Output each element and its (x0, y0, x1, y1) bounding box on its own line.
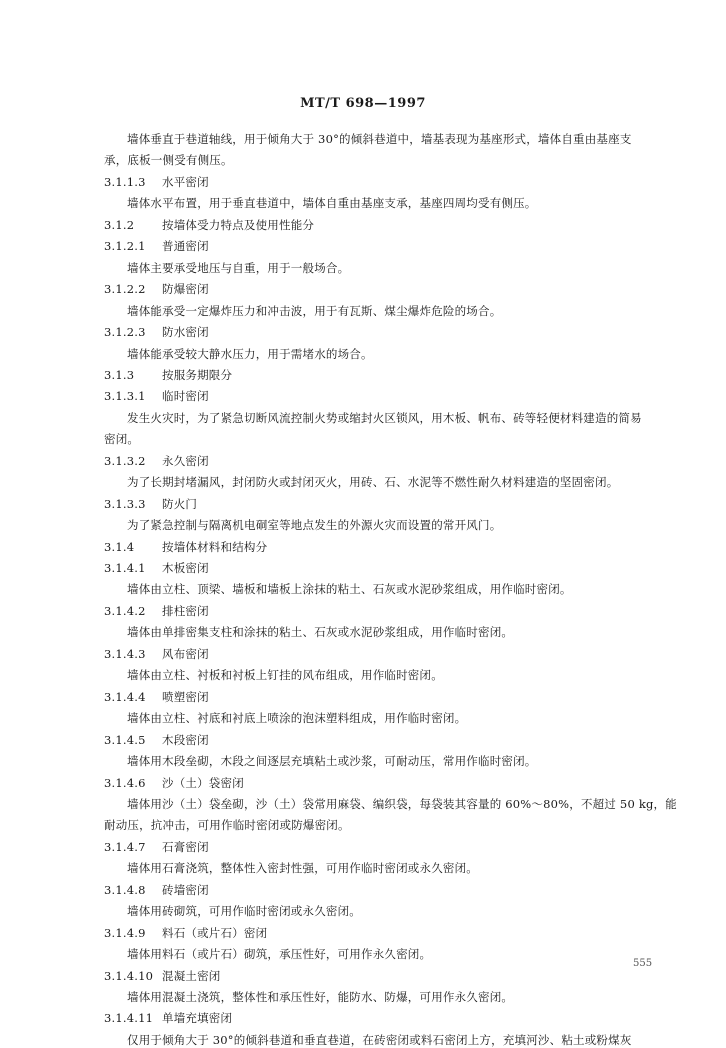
section-number: 3.1.4.8 (104, 882, 146, 897)
section-number: 3.1.2.3 (104, 325, 146, 340)
section-heading (104, 367, 232, 383)
section-title: 防火门 (162, 496, 198, 511)
section-heading (104, 882, 209, 898)
section-number: 3.1.4.10 (104, 968, 154, 983)
section-heading (104, 603, 209, 619)
paragraph-line: 墙体垂直于巷道轴线，用于倾角大于 30°的倾斜巷道中，墙基表现为基座形式，墙体自重由基座支 (127, 132, 632, 146)
section-title: 木段密闭 (162, 732, 209, 747)
page-number: 555 (633, 958, 653, 969)
section-number: 3.1.3.1 (104, 389, 146, 404)
section-number: 3.1.4.9 (104, 925, 146, 940)
paragraph-line: 发生火灾时，为了紧急切断风流控制火势或缩封火区锁风，用木板、帆布、砖等轻便材料建造的简易 (127, 410, 642, 425)
section-heading (104, 839, 209, 855)
paragraph-line: 墙体用石膏浇筑，整体性入密封性强，可用作临时密闭或永久密闭。 (127, 861, 478, 876)
paragraph-line: 墙体用木段垒砌，木段之间逐层充填粘土或沙浆，可耐动压，常用作临时密闭。 (127, 754, 537, 769)
section-number: 3.1.3 (104, 367, 135, 382)
paragraph-line: 墙体用砖砌筑，可用作临时密闭或永久密闭。 (127, 904, 361, 919)
section-number: 3.1.3.2 (104, 453, 146, 468)
page-header: MT/T 698—1997 (300, 96, 426, 111)
paragraph-line: 墙体由单排密集支柱和涂抹的粘土、石灰或水泥砂浆组成，用作临时密闭。 (127, 625, 514, 640)
section-number: 3.1.3.3 (104, 496, 146, 511)
section-title: 防爆密闭 (162, 282, 209, 297)
paragraph-line: 墙体能承受一定爆炸压力和冲击波，用于有瓦斯、煤尘爆炸危险的场合。 (127, 303, 502, 318)
section-title: 临时密闭 (162, 389, 209, 404)
section-title: 料石（或片石）密闭 (162, 925, 268, 940)
section-title: 沙（土）袋密闭 (162, 775, 244, 790)
section-heading (104, 560, 209, 576)
paragraph-line: 仅用于倾角大于 30°的倾斜巷道和垂直巷道，在砖密闭或料石密闭上方，充填河沙、粘土或粉煤灰 (127, 1032, 632, 1047)
section-title: 按服务期限分 (162, 367, 233, 382)
section-number: 3.1.2 (104, 217, 135, 232)
paragraph-line: 墙体用料石（或片石）砌筑，承压性好，可用作永久密闭。 (127, 947, 432, 962)
section-title: 风布密闭 (162, 646, 209, 661)
paragraph-line: 为了紧急控制与隔离机电硐室等地点发生的外源火灾而设置的常开风门。 (127, 518, 502, 533)
section-heading (104, 388, 209, 404)
paragraph-line: 为了长期封堵漏风，封闭防火或封闭灭火，用砖、石、水泥等不燃性耐久材料建造的坚固密闭。 (127, 475, 619, 490)
section-title: 砖墙密闭 (162, 882, 209, 897)
section-heading (104, 453, 209, 469)
paragraph-line: 墙体能承受较大静水压力，用于需堵水的场合。 (127, 346, 373, 361)
section-number: 3.1.4.11 (104, 1011, 154, 1026)
section-title: 混凝土密闭 (162, 968, 221, 983)
paragraph-line: 墙体水平布置，用于垂直巷道中，墙体自重由基座支承，基座四周均受有侧压。 (127, 196, 537, 211)
section-heading (104, 925, 267, 941)
paragraph-line: 墙体由立柱、衬板和衬板上钉挂的风布组成，用作临时密闭。 (127, 668, 443, 683)
section-title: 排柱密闭 (162, 603, 209, 618)
paragraph-line: 耐动压，抗冲击，可用作临时密闭或防爆密闭。 (104, 818, 350, 833)
section-heading (104, 968, 221, 984)
section-title: 石膏密闭 (162, 839, 209, 854)
paragraph-line: 密闭。 (104, 432, 140, 447)
paragraph-line: 承，底板一侧受有侧压。 (104, 153, 233, 168)
section-title: 普通密闭 (162, 239, 209, 254)
section-heading (104, 1010, 232, 1026)
section-title: 永久密闭 (162, 453, 209, 468)
section-number: 3.1.2.1 (104, 239, 146, 254)
section-number: 3.1.4.6 (104, 775, 146, 790)
section-heading (104, 646, 209, 662)
section-heading (104, 217, 314, 233)
section-number: 3.1.4.3 (104, 646, 146, 661)
section-heading (104, 775, 244, 791)
section-title: 水平密闭 (162, 174, 209, 189)
section-number: 3.1.2.2 (104, 282, 146, 297)
section-title: 单墙充填密闭 (162, 1011, 233, 1026)
section-heading (104, 324, 209, 340)
section-heading (104, 496, 197, 512)
paragraph-line: 墙体用混凝土浇筑，整体性和承压性好，能防水、防爆，可用作永久密闭。 (127, 990, 514, 1004)
section-heading (104, 281, 209, 297)
section-heading (104, 238, 209, 254)
section-title: 按墙体受力特点及使用性能分 (162, 217, 315, 232)
section-title: 按墙体材料和结构分 (162, 539, 268, 554)
section-number: 3.1.1.3 (104, 174, 146, 189)
section-number: 3.1.4.5 (104, 732, 146, 747)
section-number: 3.1.4.2 (104, 603, 146, 618)
paragraph-line: 墙体主要承受地压与自重，用于一般场合。 (127, 260, 350, 275)
section-heading (104, 732, 209, 748)
section-number: 3.1.4.7 (104, 839, 146, 854)
section-title: 防水密闭 (162, 325, 209, 340)
section-number: 3.1.4 (104, 539, 135, 554)
section-number: 3.1.4.1 (104, 561, 146, 575)
paragraph-line: 墙体由立柱、衬底和衬底上喷涂的泡沫塑料组成，用作临时密闭。 (127, 711, 467, 726)
section-title: 喷塑密闭 (162, 689, 209, 704)
paragraph-line: 墙体由立柱、顶梁、墙板和墙板上涂抹的粘土、石灰或水泥砂浆组成，用作临时密闭。 (127, 582, 572, 597)
section-title: 木板密闭 (162, 561, 209, 575)
section-heading (104, 689, 209, 705)
section-heading (104, 174, 209, 190)
paragraph-line: 墙体用沙（土）袋垒砌，沙（土）袋常用麻袋、编织袋，每袋装其容量的 60%～80%，不超过 50 kg，能 (127, 796, 677, 811)
section-heading (104, 539, 267, 555)
section-number: 3.1.4.4 (104, 689, 146, 704)
